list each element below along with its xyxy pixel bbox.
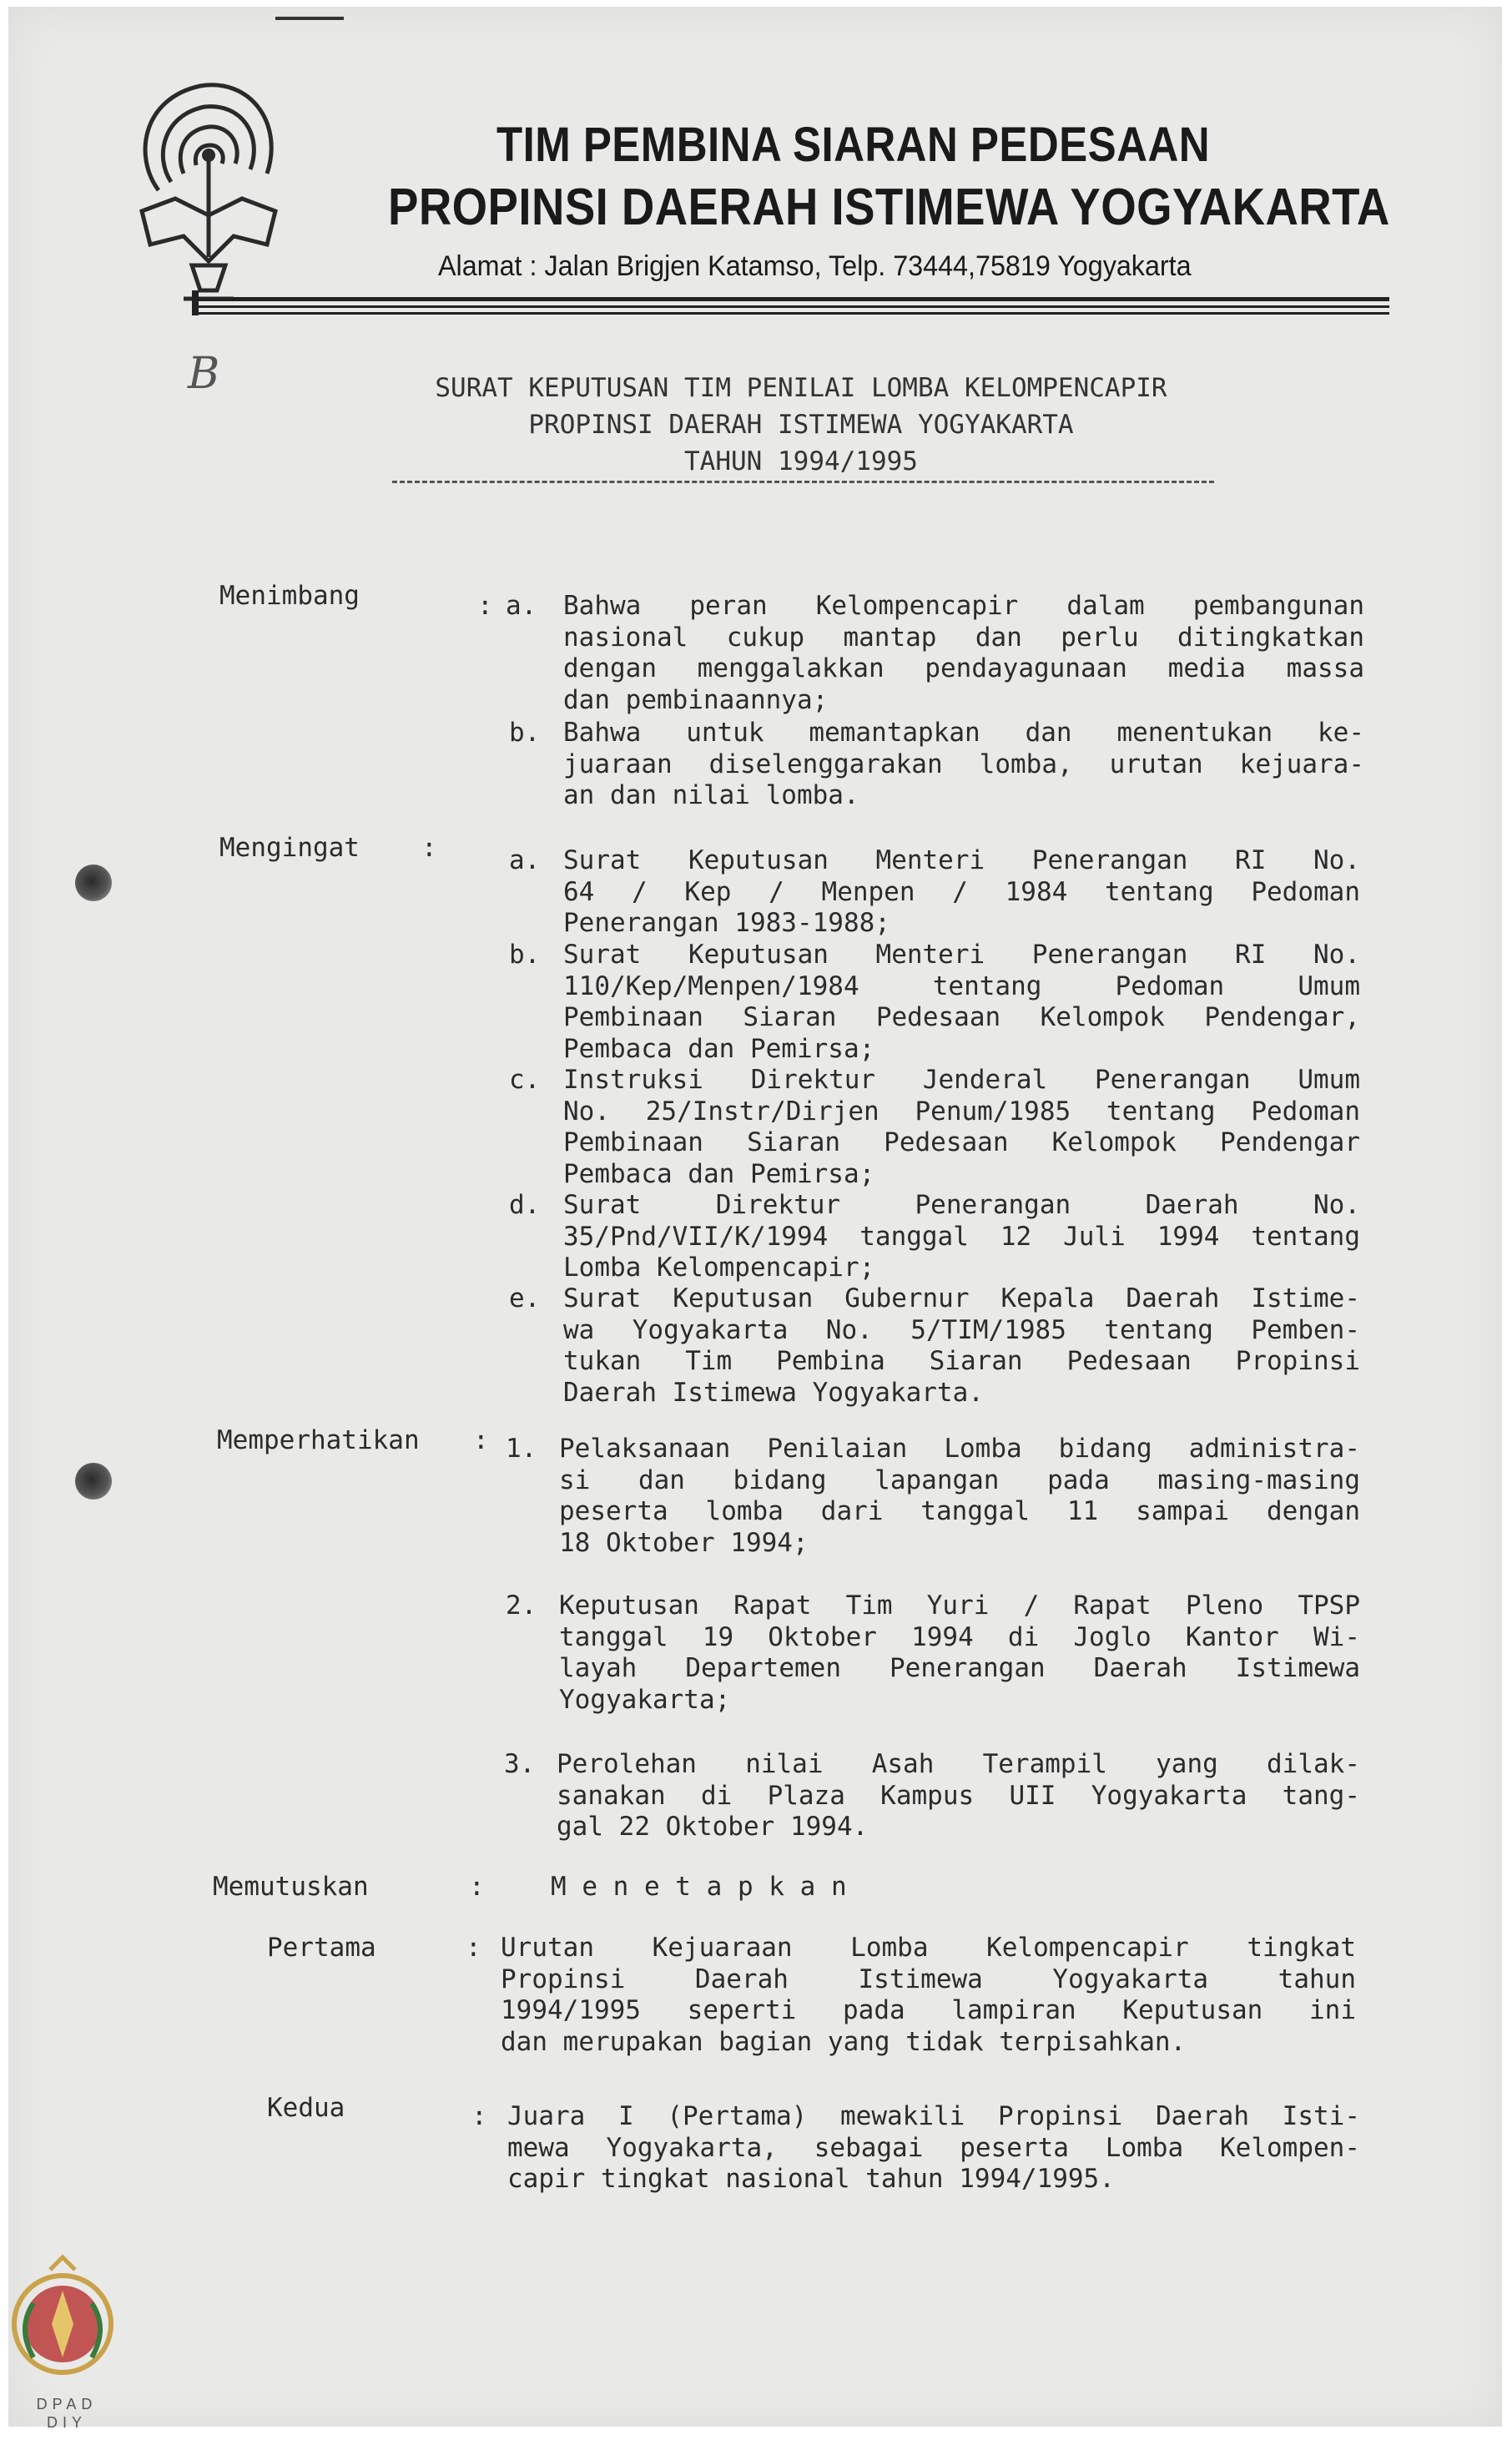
- letterhead-rule-3: [196, 312, 1389, 315]
- memperhatikan-marker-2: 2.: [506, 1591, 537, 1621]
- letterhead-rule-2: [196, 305, 1389, 308]
- text-line: Perolehan nilai Asah Terampil yang dilak-: [557, 1749, 1360, 1779]
- title-dashed-rule: [392, 481, 1214, 483]
- mengingat-marker-e: e.: [509, 1283, 541, 1313]
- text-line: juaraan diselenggarakan lomba, urutan kejuara-: [563, 749, 1364, 779]
- mengingat-item-e: [563, 1283, 1360, 1409]
- kedua-colon: :: [471, 2101, 487, 2131]
- text-line: Propinsi Daerah Istimewa Yogyakarta tahun: [501, 1964, 1356, 1994]
- text-line: peserta lomba dari tanggal 11 sampai dengan: [559, 1496, 1360, 1526]
- text-line: 35/Pnd/VII/K/1994 tanggal 12 Juli 1994 tentang: [563, 1221, 1360, 1252]
- text-line: Keputusan Rapat Tim Yuri / Rapat Pleno TPSP: [559, 1591, 1360, 1621]
- memperhatikan-marker-1: 1.: [506, 1434, 537, 1464]
- memperhatikan-marker-3: 3.: [504, 1749, 536, 1779]
- text-line: gal 22 Oktober 1994.: [557, 1812, 869, 1842]
- text-line: dan merupakan bagian yang tidak terpisahkan.: [501, 2026, 1187, 2057]
- mengingat-marker-b: b.: [509, 940, 541, 970]
- memperhatikan-item-2: [559, 1591, 1360, 1716]
- text-line: si dan bidang lapangan pada masing-masing: [559, 1465, 1360, 1495]
- pertama-colon: :: [466, 1933, 481, 1963]
- text-line: No. 25/Instr/Dirjen Penum/1985 tentang Pedoman: [563, 1096, 1360, 1127]
- text-line: an dan nilai lomba.: [563, 780, 859, 810]
- text-line: 110/Kep/Menpen/1984 tentang Pedoman Umum: [563, 970, 1360, 1001]
- decree-title: [375, 370, 1227, 480]
- org-address: Alamat : Jalan Brigjen Katamso, Telp. 73444,75819 Yogyakarta: [438, 250, 1192, 282]
- text-line: sanakan di Plaza Kampus UII Yogyakarta tang-: [557, 1780, 1360, 1811]
- text-line: Yogyakarta;: [559, 1684, 731, 1715]
- archive-watermark-text: [17, 2395, 117, 2432]
- memutuskan-colon: :: [469, 1872, 485, 1902]
- memperhatikan-item-1: [559, 1434, 1360, 1559]
- text-line: tukan Tim Pembina Siaran Pedesaan Propinsi: [563, 1346, 1360, 1376]
- letterhead-rule-cap: [192, 290, 199, 315]
- text-line: Surat Keputusan Menteri Penerangan RI No.: [563, 845, 1360, 875]
- text-line: Pembaca dan Pemirsa;: [563, 1158, 875, 1189]
- text-line: Juara I (Pertama) mewakili Propinsi Daerah Isti-: [507, 2101, 1360, 2131]
- text-line: Bahwa untuk memantapkan dan menentukan ke-: [563, 718, 1364, 748]
- memutuskan-label: Memutuskan: [213, 1872, 369, 1902]
- title-line3: TAHUN 1994/1995: [684, 446, 918, 476]
- text-line: nasional cukup mantap dan perlu ditingkatkan: [563, 622, 1364, 653]
- menimbang-item-a: [563, 591, 1364, 716]
- text-line: 1994/1995 seperti pada lampiran Keputusan ini: [501, 1995, 1356, 2025]
- text-line: Lomba Kelompencapir;: [563, 1253, 875, 1283]
- mengingat-item-d: [563, 1190, 1360, 1284]
- menimbang-item-b: [563, 718, 1364, 812]
- mengingat-label: Mengingat: [219, 833, 360, 863]
- mengingat-marker-a: a.: [509, 845, 541, 875]
- text-line: Surat Keputusan Menteri Penerangan RI No.: [563, 940, 1360, 970]
- text-line: Pembinaan Siaran Pedesaan Kelompok Pendengar: [563, 1127, 1360, 1157]
- top-pen-mark: [275, 17, 344, 20]
- watermark-line1: DPAD: [36, 2396, 98, 2412]
- text-line: 18 Oktober 1994;: [559, 1527, 809, 1558]
- text-line: Surat Keputusan Gubernur Kepala Daerah Istime-: [563, 1283, 1360, 1313]
- letterhead-rule-1: [196, 297, 1389, 301]
- radio-tower-logo-icon: [125, 65, 292, 315]
- text-line: Pembinaan Siaran Pedesaan Kelompok Pendengar,: [563, 1002, 1360, 1032]
- org-name-line1: TIM PEMBINA SIARAN PEDESAAN: [496, 118, 1211, 172]
- memperhatikan-colon: :: [473, 1425, 489, 1455]
- text-line: Bahwa peran Kelompencapir dalam pembangunan: [563, 591, 1364, 621]
- kedua-text: [507, 2101, 1360, 2195]
- menimbang-marker-a: a.: [506, 591, 537, 621]
- memperhatikan-item-3: [557, 1749, 1360, 1843]
- punch-hole: [75, 865, 112, 901]
- text-line: Pelaksanaan Penilaian Lomba bidang administra-: [559, 1434, 1360, 1464]
- document-page: [8, 7, 1502, 2427]
- mengingat-marker-c: c.: [509, 1065, 541, 1095]
- handwritten-margin-note: B: [188, 349, 220, 399]
- text-line: Daerah Istimewa Yogyakarta.: [563, 1377, 984, 1408]
- org-name-line2: PROPINSI DAERAH ISTIMEWA YOGYAKARTA: [388, 179, 1390, 236]
- memperhatikan-label: Memperhatikan: [217, 1425, 420, 1455]
- menimbang-marker-b: b.: [509, 718, 541, 748]
- antenna-dot: [202, 149, 215, 162]
- archive-seal-icon: [0, 2253, 125, 2403]
- watermark-line2: DIY: [46, 2414, 87, 2431]
- pertama-label: Pertama: [267, 1933, 376, 1963]
- text-line: 64 / Kep / Menpen / 1984 tentang Pedoman: [563, 876, 1360, 907]
- text-line: Penerangan 1983-1988;: [563, 908, 890, 938]
- text-line: Instruksi Direktur Jenderal Penerangan Umum: [563, 1065, 1360, 1095]
- text-line: Pembaca dan Pemirsa;: [563, 1033, 875, 1064]
- mengingat-colon: :: [421, 833, 437, 863]
- memutuskan-value: M e n e t a p k a n: [551, 1872, 847, 1902]
- text-line: mewa Yogyakarta, sebagai peserta Lomba Kelompen-: [507, 2132, 1360, 2163]
- text-line: layah Departemen Penerangan Daerah Istimewa: [559, 1653, 1360, 1683]
- title-line1: SURAT KEPUTUSAN TIM PENILAI LOMBA KELOMPENCAPIR: [435, 373, 1167, 403]
- pertama-text: [501, 1933, 1356, 2058]
- text-line: tanggal 19 Oktober 1994 di Joglo Kantor Wi-: [559, 1621, 1360, 1652]
- text-line: dan pembinaannya;: [563, 684, 829, 715]
- mengingat-marker-d: d.: [509, 1190, 541, 1220]
- punch-hole: [75, 1463, 112, 1500]
- text-line: capir tingkat nasional tahun 1994/1995.: [507, 2164, 1115, 2194]
- text-line: dengan menggalakkan pendayagunaan media massa: [563, 653, 1364, 683]
- text-line: Surat Direktur Penerangan Daerah No.: [563, 1190, 1360, 1220]
- kedua-label: Kedua: [267, 2093, 345, 2123]
- mengingat-item-b: [563, 940, 1360, 1065]
- mengingat-item-a: [563, 845, 1360, 940]
- mengingat-item-c: [563, 1065, 1360, 1190]
- menimbang-label: Menimbang: [219, 581, 360, 611]
- title-line2: PROPINSI DAERAH ISTIMEWA YOGYAKARTA: [528, 410, 1074, 440]
- text-line: Urutan Kejuaraan Lomba Kelompencapir tingkat: [501, 1933, 1356, 1963]
- menimbang-colon: :: [477, 591, 493, 621]
- text-line: wa Yogyakarta No. 5/TIM/1985 tentang Pemben-: [563, 1314, 1360, 1345]
